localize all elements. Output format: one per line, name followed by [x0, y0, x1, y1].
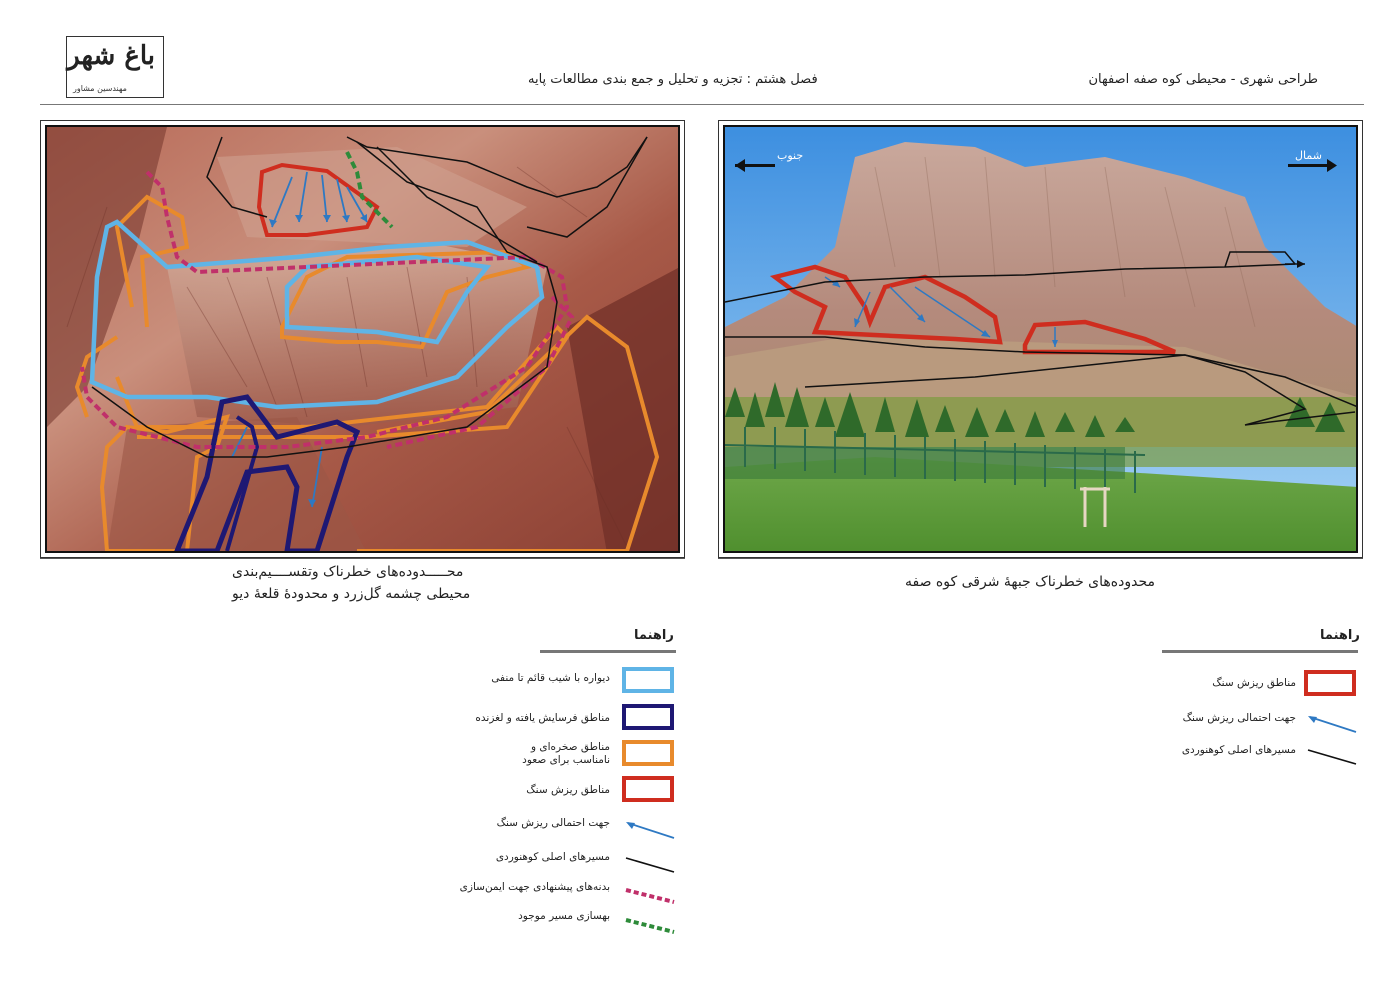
legend-swatch-main-routes-right [1304, 744, 1360, 768]
legend-swatch-route-improvement [622, 912, 678, 936]
legend-swatch-rocky-area [622, 740, 674, 766]
legend-label-vertical-wall: دیواره با شیب قائم تا منفی [491, 672, 610, 684]
project-title: طراحی شهری - محیطی کوه صفه اصفهان [1088, 72, 1318, 87]
legend-swatch-rockfall-direction [622, 818, 678, 842]
legend-label-rockfall-area-right: مناطق ریزش سنگ [1212, 677, 1296, 689]
legend-swatch-rockfall-area-right [1304, 670, 1356, 696]
legend-swatch-eroded-area [622, 704, 674, 730]
legend-label-route-improvement: بهسازی مسیر موجود [518, 910, 610, 922]
left-photo-rule [40, 558, 685, 559]
legend-label-safety-bodies: بدنه‌های پیشنهادی جهت ایمن‌سازی [459, 881, 610, 893]
legend-swatch-vertical-wall [622, 667, 674, 693]
north-direction-label: شمال [1295, 149, 1322, 162]
legend-label-rocky-area: مناطق صخره‌ای و نامناسب برای صعود [522, 741, 610, 766]
right-legend-rule [1162, 650, 1358, 653]
legend-swatch-safety-bodies [622, 882, 678, 906]
left-map-photo [40, 120, 685, 558]
legend-label-rockfall-direction-right: جهت احتمالی ریزش سنگ [1182, 712, 1296, 724]
legend-label-main-routes-right: مسیرهای اصلی کوهنوردی [1181, 744, 1296, 756]
right-map-photo [718, 120, 1363, 558]
legend-label-rockfall-direction: جهت احتمالی ریزش سنگ [496, 817, 610, 829]
left-annotated-photo [47, 127, 680, 553]
left-caption-line-1: محـــــدوده‌های خطرناک وتقســــیم‌بندی [232, 564, 464, 580]
left-legend-rule [540, 650, 676, 653]
left-caption-line-2: محیطی چشمه گل‌زرد و محدودهٔ قلعهٔ دیو [232, 586, 471, 602]
legend-swatch-rockfall-area [622, 776, 674, 802]
right-photo-rule [718, 558, 1363, 559]
company-logo [66, 36, 164, 98]
logo-text: باغ شهر [67, 41, 155, 71]
south-direction-label: جنوب [777, 149, 804, 162]
left-legend-title: راهنما [634, 628, 674, 643]
right-annotated-photo [725, 127, 1358, 553]
legend-label-eroded-area: مناطق فرسایش یافته و لغزنده [475, 712, 610, 724]
right-caption: محدوده‌های خطرناک جبههٔ شرقی کوه صفه [905, 574, 1155, 590]
logo-subtext: مهندسین مشاور [73, 84, 127, 93]
right-legend-title: راهنما [1320, 628, 1360, 643]
chapter-title: فصل هشتم : تجزیه و تحلیل و جمع بندی مطالعات پایه [528, 72, 818, 87]
legend-swatch-rockfall-direction-right [1304, 712, 1360, 736]
header-divider [40, 104, 1364, 105]
legend-label-main-routes: مسیرهای اصلی کوهنوردی [495, 851, 610, 863]
legend-swatch-main-routes [622, 852, 678, 876]
legend-label-rockfall-area: مناطق ریزش سنگ [526, 784, 610, 796]
